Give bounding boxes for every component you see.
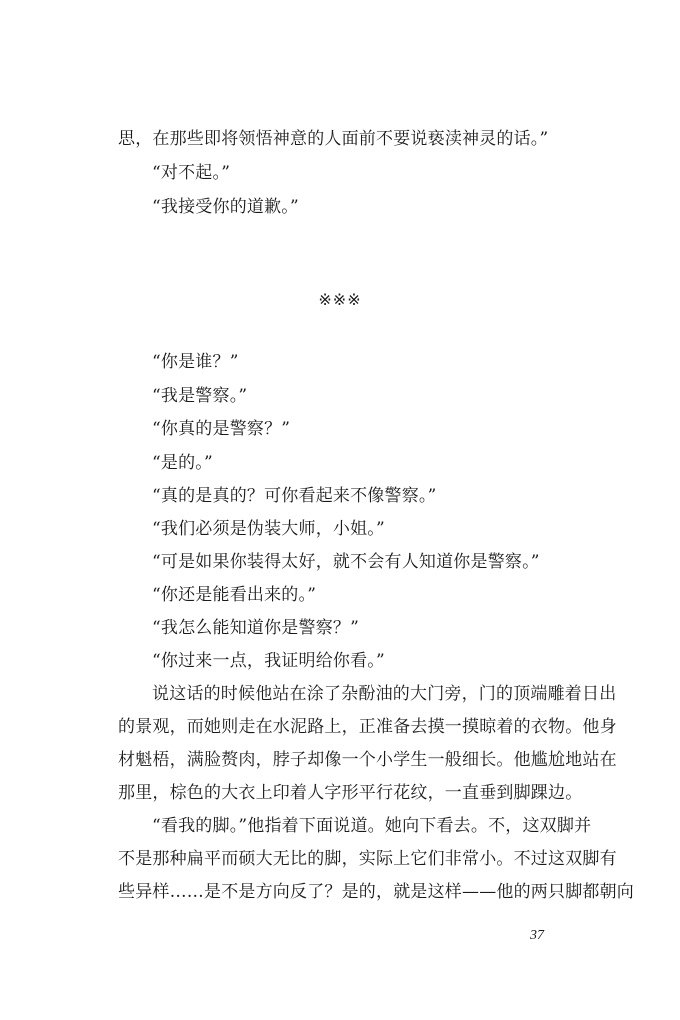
dialogue-line: “对不起。” <box>152 163 231 183</box>
dialogue-line: “你是谁？” <box>152 352 239 372</box>
dialogue-line: “我接受你的道歉。” <box>152 197 299 217</box>
text-line: 思，在那些即将领悟神意的人面前不要说亵渎神灵的话。” <box>118 129 549 149</box>
section-separator: ※※※ <box>318 290 362 309</box>
paragraph-line: “看我的脚。”他指着下面说道。她向下看去。不，这双脚并 <box>152 816 592 836</box>
dialogue-line: “真的是真的？可你看起来不像警察。” <box>152 486 437 506</box>
paragraph-line: 的景观，而她则走在水泥路上，正准备去摸一摸晾着的衣物。他身 <box>118 717 617 737</box>
dialogue-line: “可是如果你装得太好，就不会有人知道你是警察。” <box>152 552 540 572</box>
dialogue-line: “你过来一点，我证明给你看。” <box>152 651 385 671</box>
dialogue-line: “我们必须是伪装大师，小姐。” <box>152 519 385 539</box>
dialogue-line: “你真的是警察？” <box>152 419 291 439</box>
dialogue-line: “我怎么能知道你是警察？” <box>152 618 359 638</box>
dialogue-line: “我是警察。” <box>152 386 248 406</box>
dialogue-line: “你还是能看出来的。” <box>152 585 317 605</box>
page-number: 37 <box>530 928 544 943</box>
paragraph-line: 些异样……是不是方向反了？是的，就是这样——他的两只脚都朝向 <box>118 882 634 902</box>
paragraph-line: 说这话的时候他站在涂了杂酚油的大门旁，门的顶端雕着日出 <box>152 684 617 704</box>
paragraph-line: 材魁梧，满脸赘肉，脖子却像一个小学生一般细长。他尴尬地站在 <box>118 750 617 770</box>
paragraph-line: 不是那种扁平而硕大无比的脚，实际上它们非常小。不过这双脚有 <box>118 849 617 869</box>
paragraph-line: 那里，棕色的大衣上印着人字形平行花纹，一直垂到脚踝边。 <box>118 783 583 803</box>
dialogue-line: “是的。” <box>152 453 213 473</box>
